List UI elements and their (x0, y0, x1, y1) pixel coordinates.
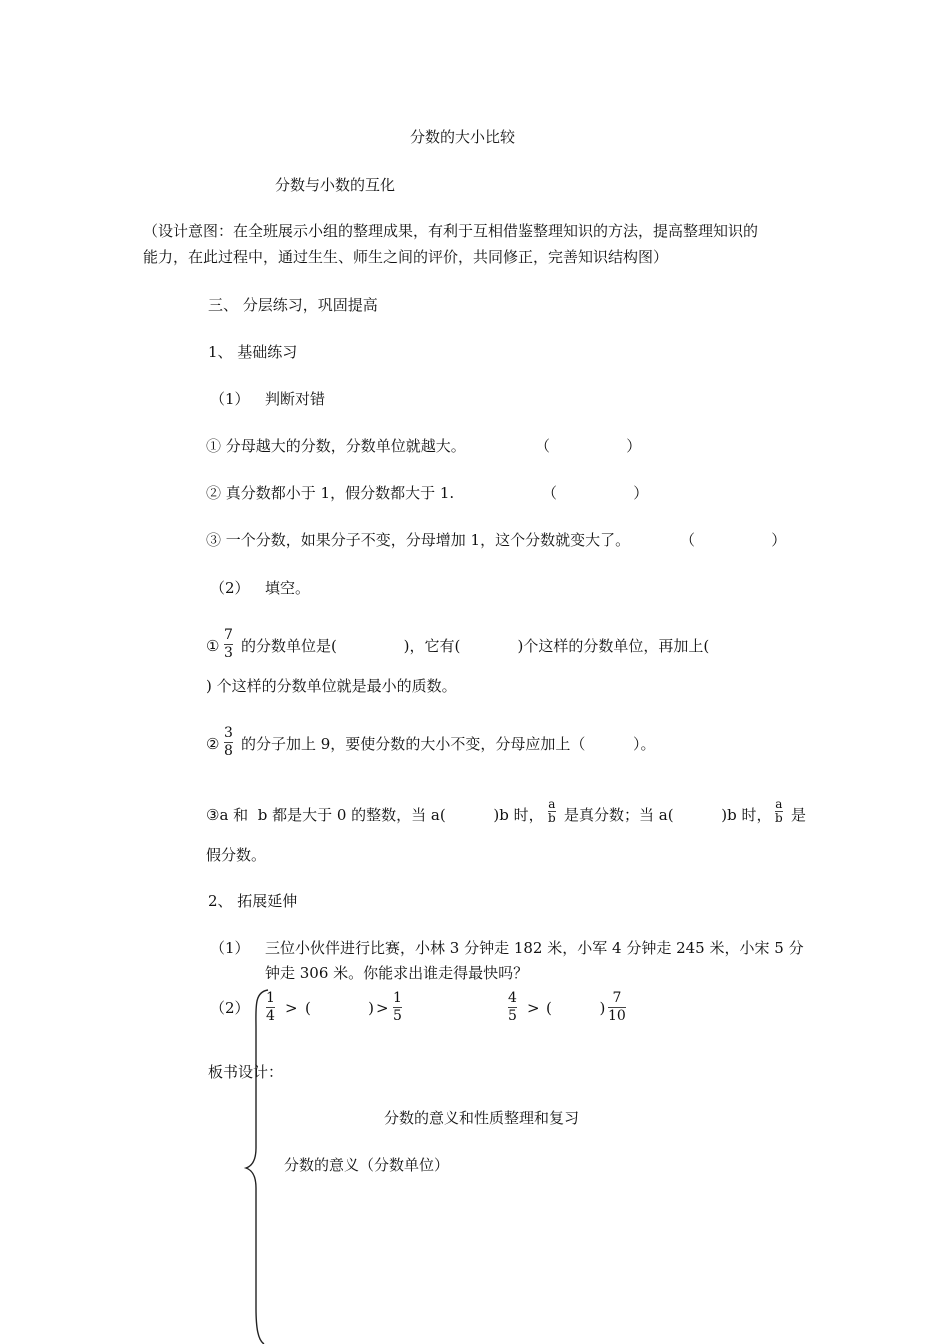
extension-heading: 2、 拓展延伸 (208, 892, 298, 910)
numerator: 1 (266, 990, 275, 1006)
fraction-7-10 (608, 990, 626, 1025)
numerator: 3 (224, 725, 233, 741)
extension-q2-label: （2） (210, 999, 250, 1017)
board-design-label: 板书设计： (208, 1063, 284, 1081)
judge-answer-1[interactable]: （ ） (535, 437, 642, 455)
judge-answer-2[interactable]: （ ） (542, 484, 649, 502)
numerator: 4 (508, 990, 517, 1006)
extension-blank-1[interactable]: ( ) (305, 999, 374, 1017)
denominator: 4 (266, 1008, 275, 1024)
fill-q1-number: ① (206, 637, 220, 655)
fill-q2-text: 的分子加上 9，要使分数的大小不变，分母应加上（ ）。 (241, 735, 656, 753)
greater-than-3: > (527, 999, 540, 1017)
fraction-3-8 (224, 725, 233, 760)
fill-label: （2） (210, 579, 250, 597)
judge-answer-3[interactable]: （ ） (680, 531, 787, 549)
denominator: 3 (224, 645, 233, 661)
denominator: 5 (508, 1008, 517, 1024)
judge-item-3: ③ 一个分数，如果分子不变，分母增加 1，这个分数就变大了。 (206, 531, 631, 549)
fraction-4-5 (508, 990, 517, 1025)
fraction-a-b-2 (775, 798, 783, 825)
fill-q3-part3: 是 (791, 806, 807, 824)
board-item-meaning: 分数的意义（分数单位） (284, 1156, 450, 1174)
denominator: b (775, 811, 783, 825)
page-subtitle: 分数与小数的互化 (275, 176, 396, 194)
greater-than-2: > (376, 999, 389, 1017)
judge-item-2: ② 真分数都小于 1，假分数都大于 1. (206, 484, 455, 502)
basic-practice-heading: 1、 基础练习 (208, 343, 298, 361)
fraction-a-b-1 (548, 798, 556, 825)
fill-title: 填空。 (265, 579, 311, 597)
fill-q3-part1: ③a 和 b 都是大于 0 的整数，当 a( )b 时， (206, 806, 544, 824)
design-intent-line-1: （设计意图：在全班展示小组的整理成果，有利于互相借鉴整理知识的方法，提高整理知识的 (143, 222, 759, 240)
page-title: 分数的大小比较 (410, 128, 516, 146)
extension-q1-label: （1） (210, 939, 250, 957)
denominator: 10 (608, 1008, 626, 1024)
numerator: a (775, 797, 783, 811)
denominator: b (548, 811, 556, 825)
fraction-7-3 (224, 627, 233, 662)
fraction-1-5 (393, 990, 402, 1025)
numerator: 7 (224, 627, 233, 643)
fill-q3-part2: 是真分数；当 a( )b 时， (564, 806, 772, 824)
greater-than-1: > (285, 999, 298, 1017)
numerator: a (548, 797, 556, 811)
numerator: 1 (393, 990, 402, 1006)
design-intent-line-2: 能力，在此过程中，通过生生、师生之间的评价，共同修正，完善知识结构图） (143, 248, 669, 266)
fill-q1-text: 的分数单位是( )，它有( )个这样的分数单位，再加上( (241, 637, 710, 655)
board-title: 分数的意义和性质整理和复习 (384, 1109, 580, 1127)
curly-brace (240, 988, 280, 1344)
section-heading: 三、 分层练习，巩固提高 (208, 296, 378, 314)
extension-blank-2[interactable]: ( ) (546, 999, 606, 1017)
judge-item-1: ① 分母越大的分数，分数单位就越大。 (206, 437, 466, 455)
denominator: 8 (224, 743, 233, 759)
denominator: 5 (393, 1008, 402, 1024)
fill-q1-line2: ) 个这样的分数单位就是最小的质数。 (206, 677, 457, 695)
numerator: 7 (612, 990, 622, 1006)
extension-q1-line2: 钟走 306 米。你能求出谁走得最快吗？ (265, 964, 529, 982)
fill-q3-line2: 假分数。 (206, 846, 267, 864)
extension-q1-line1: 三位小伙伴进行比赛，小林 3 分钟走 182 米，小军 4 分钟走 245 米，小宋 5 分 (265, 939, 804, 957)
fill-q2-number: ② (206, 735, 220, 753)
judge-label: （1） (210, 390, 250, 408)
judge-title: 判断对错 (265, 390, 326, 408)
